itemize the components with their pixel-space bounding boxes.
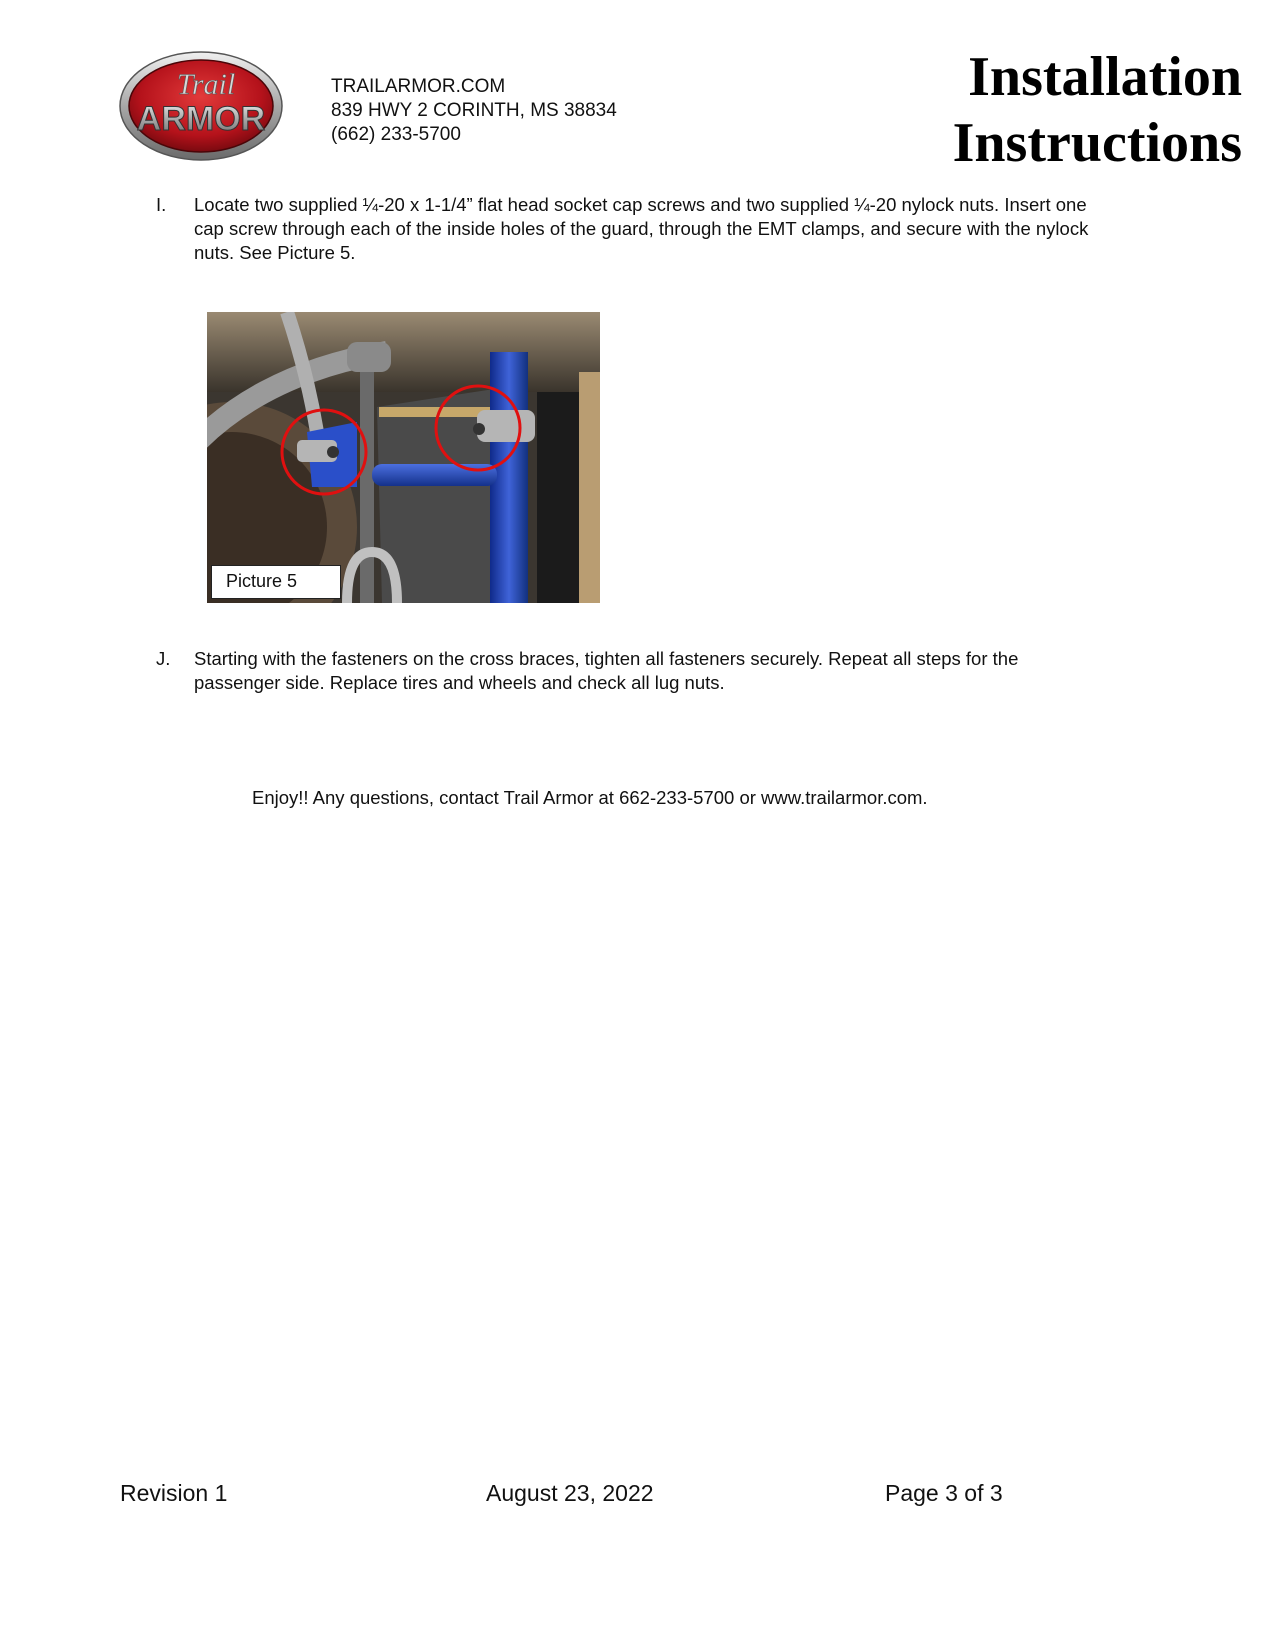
company-info (331, 75, 617, 147)
step-text: Starting with the fasteners on the cross braces, tighten all fasteners securely. Repeat all steps for the passenger side. Replace tires and wheels and check all lug nuts. (194, 648, 1019, 693)
footer-revision: Revision 1 (120, 1480, 228, 1506)
picture-caption: Picture 5 (211, 565, 341, 599)
closing-note: Enjoy!! Any questions, contact Trail Armor at 662-233-5700 or www.trailarmor.com. (252, 787, 928, 808)
title-line-2: Instructions (952, 112, 1242, 174)
picture-5 (207, 312, 600, 603)
step-i (156, 193, 1156, 273)
svg-text:ARMOR: ARMOR (136, 100, 266, 138)
step-marker: J. (156, 648, 171, 669)
page-title (953, 44, 1242, 176)
step-text: Locate two supplied ¼-20 x 1-1/4” flat head socket cap screws and two supplied ¼-20 nylock nuts. Insert one cap screw through each of the inside holes of the guard, through the EMT clamps, and secure with the nylock nuts. See Picture 5. (194, 194, 1089, 263)
company-address: 839 HWY 2 CORINTH, MS 38834 (331, 100, 617, 121)
footer-date: August 23, 2022 (486, 1480, 654, 1506)
company-phone: (662) 233-5700 (331, 124, 461, 145)
trail-armor-logo (118, 50, 284, 162)
footer-page-number: Page 3 of 3 (885, 1480, 1003, 1506)
company-website: TRAILARMOR.COM (331, 76, 506, 97)
svg-text:Trail: Trail (176, 68, 236, 101)
install-photo (207, 312, 600, 603)
step-j (156, 647, 1156, 707)
step-marker: I. (156, 194, 167, 215)
title-line-1: Installation (968, 46, 1242, 108)
